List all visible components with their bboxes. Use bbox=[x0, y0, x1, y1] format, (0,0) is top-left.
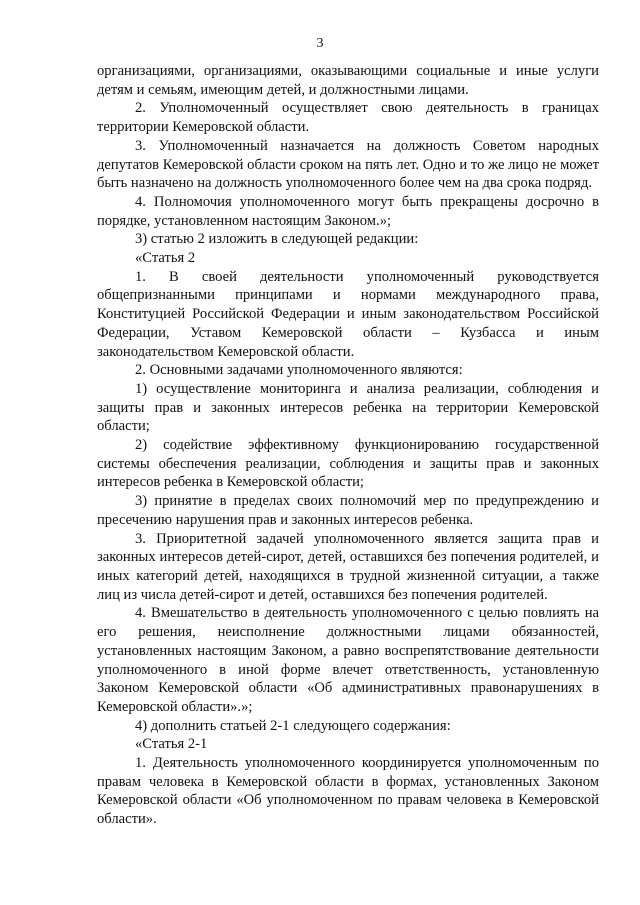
article-2-task-1: 1) осуществление мониторинга и анализа реализации, соблюдения и защиты прав и законных интересов ребенка на территории Кемеровской области; bbox=[97, 380, 599, 435]
article-2-item-3: 3. Приоритетной задачей уполномоченного является защита прав и законных интересов детей-сирот, детей, оставшихся без попечения родителей, и иных категорий детей, находящихся в трудной жизненной ситуации, а также лиц из числа детей-сирот и детей, оставшихся без попечения родителей. bbox=[97, 530, 599, 603]
page-number: 3 bbox=[316, 36, 324, 51]
paragraph-continuation: организациями, организациями, оказывающими социальные и иные услуги детям и семьям, имеющим детей, и должностными лицами. bbox=[97, 63, 599, 98]
article-2-item-1: 1. В своей деятельности уполномоченный руководствуется общепризнанными принципами и нормами международного права, Конституцией Российской Федерации и иным законодательством Российской Федерации, Уставом Кемеровской области – Кузбасса и иным законодательством Кемеровской области. bbox=[97, 268, 599, 360]
article-2-item-2: 2. Основными задачами уполномоченного являются: bbox=[135, 362, 463, 379]
paragraph-amendment-3: 3) статью 2 изложить в следующей редакции: bbox=[135, 231, 419, 248]
paragraph-item-2-territory: 2. Уполномоченный осуществляет свою деятельность в границах территории Кемеровской области. bbox=[97, 100, 599, 136]
article-2-task-3: 3) принятие в пределах своих полномочий мер по предупреждению и пресечению нарушения прав и законных интересов ребенка. bbox=[97, 493, 599, 528]
article-2-1-item-1: 1. Деятельность уполномоченного координируется уполномоченным по правам человека в Кемеровской области в формах, установленных Законом Кемеровской области «Об уполномоченном по правам человека в Кемеровской области». bbox=[97, 755, 599, 828]
document-body bbox=[97, 62, 599, 829]
paragraph-item-3-appointment: 3. Уполномоченный назначается на должность Советом народных депутатов Кемеровской области сроком на пять лет. Одно и то же лицо не может быть назначено на должность уполномоченного более чем на два срока подряд. bbox=[97, 137, 599, 192]
article-2-item-4: 4. Вмешательство в деятельность уполномоченного с целью повлиять на его решения, неисполнение должностными лицами обязанностей, установленных настоящим Законом, а равно воспрепятствование деятельности уполномоченного в иной форме влечет ответственность, установленную Законом Кемеровской области «Об административных правонарушениях в Кемеровской области».»; bbox=[97, 605, 599, 715]
article-2-1-heading: «Статья 2-1 bbox=[135, 736, 208, 753]
paragraph-item-4-termination: 4. Полномочия уполномоченного могут быть прекращены досрочно в порядке, установленном настоящим Законом.»; bbox=[97, 193, 599, 229]
article-2-heading: «Статья 2 bbox=[135, 250, 196, 267]
paragraph-amendment-4: 4) дополнить статьей 2-1 следующего содержания: bbox=[135, 717, 451, 734]
article-2-task-2: 2) содействие эффективному функционированию государственной системы обеспечения реализации, соблюдения и защиты прав и законных интересов ребенка в Кемеровской области; bbox=[97, 437, 599, 491]
